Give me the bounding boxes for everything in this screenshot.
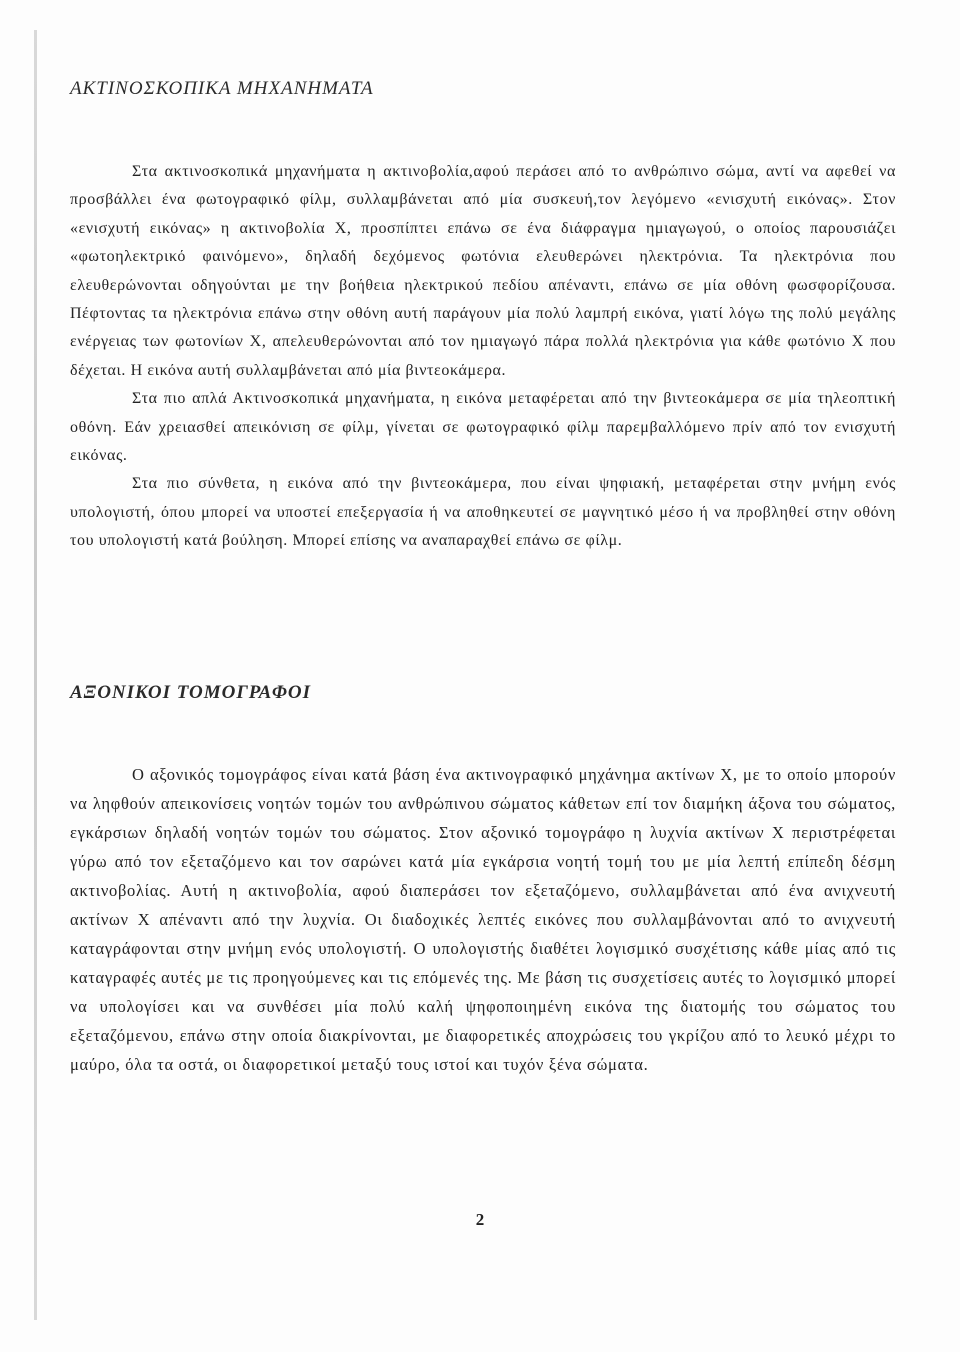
- section-title-fluoroscopy: ΑΚΤΙΝΟΣΚΟΠΙΚΑ ΜΗΧΑΝΗΜΑΤΑ: [70, 78, 374, 99]
- paragraph: Ο αξονικός τομογράφος είναι κατά βάση ένα ακτινογραφικό μηχάνημα ακτίνων X, με το οποίο μπορούν να ληφθούν απεικονίσεις νοητών τομών του ανθρώπινου σώματος κάθετων επί τον διαμήκη άξονα του σώματος, εγκάρσιων δηλαδή νοητών τομών του σώματος. Στον αξονικό τομογράφο η λυχνία ακτίνων X περιστρέφεται γύρω από τον εξεταζόμενο και τον σαρώνει κατά μία εγκάρσια νοητή τομή του με μία λεπτή επίπεδη δέσμη ακτινοβολίας. Αυτή η ακτινοβολία, αφού διαπεράσει τον εξεταζόμενο, συλλαμβάνεται από ένα ανιχνευτή ακτίνων X απέναντι από την λυχνία. Οι διαδοχικές λεπτές εικόνες που συλλαμβάνονται από το ανιχνευτή καταγράφονται στην μνήμη ενός υπολογιστή. Ο υπολογιστής διαθέτει λογισμικό συσχέτισης κάθε μίας από τις καταγραφές αυτές με τις προηγούμενες και τις επόμενές της. Με βάση τις συσχετίσεις αυτές το λογισμικό μπορεί να υπολογίσει και να συνθέσει μία πολύ καλή ψηφοποιημένη εικόνα της διατομής του σώματος του εξεταζόμενου, επάνω στην οποία διακρίνονται, με διαφορετικές αποχρώσεις του γκρίζου από το λευκό μέχρι το μαύρο, όλα τα οστά, οι διαφορετικοί μεταξύ τους ιστοί και τυχόν ξένα σώματα.: [70, 765, 896, 1074]
- scan-edge-shadow: [34, 30, 37, 1320]
- paragraph: Στα πιο απλά Ακτινοσκοπικά μηχανήματα, η εικόνα μεταφέρεται από την βιντεοκάμερα σε μία τηλεοπτική οθόνη. Εάν χρειασθεί απεικόνιση σε φίλμ, γίνεται σε φωτογραφικό φίλμ παρεμβαλλόμενο πρίν από τον ενισχυτή εικόνας.: [70, 390, 896, 465]
- section-body-fluoroscopy: [70, 158, 896, 556]
- page-number: 2: [475, 1210, 485, 1229]
- paragraph: Στα πιο σύνθετα, η εικόνα από την βιντεοκάμερα, που είναι ψηφιακή, μεταφέρεται στην μνήμη ενός υπολογιστή, όπου μπορεί να υποστεί επεξεργασία ή να αποθηκευτεί σε μαγνητικό μέσο ή να προβληθεί στην οθόνη του υπολογιστή κατά βούληση. Μπορεί επίσης να αναπαραχθεί επάνω σε φίλμ.: [70, 475, 896, 550]
- section-body-ct-scanners: [70, 760, 896, 1079]
- paragraph: Στα ακτινοσκοπικά μηχανήματα η ακτινοβολία,αφού περάσει από το ανθρώπινο σώμα, αντί να αφεθεί να προσβάλλει ένα φωτογραφικό φίλμ, συλλαμβάνεται από μία συσκευή,τον λεγόμενο «ενισχυτή εικόνας». Στον «ενισχυτή εικόνας» η ακτινοβολία X, προσπίπτει επάνω σε ένα διάφραγμα ημιαγωγού, ο οποίος παρουσιάζει «φωτοηλεκτρικό φαινόμενο», δηλαδή δεχόμενος φωτόνια ελευθερώνει ηλεκτρόνια. Τα ηλεκτρόνια που ελευθερώνονται οδηγούνται με την βοήθεια ηλεκτρικού πεδίου απέναντι, επάνω σε μία οθόνη φωσφορίζουσα. Πέφτοντας τα ηλεκτρόνια επάνω στην οθόνη αυτή παράγουν μία πολύ λαμπρή εικόνα, γιατί λόγω της πολύ μεγάλης ενέργειας των φωτονίων X, απελευθερώνονται από τον ημιαγωγό πάρα πολλά ηλεκτρόνια για κάθε φωτόνιο X που δέχεται. Η εικόνα αυτή συλλαμβάνεται από μία βιντεοκάμερα.: [70, 163, 896, 379]
- section-title-ct-scanners: ΑΞΟΝΙΚΟΙ ΤΟΜΟΓΡΑΦΟΙ: [70, 682, 311, 703]
